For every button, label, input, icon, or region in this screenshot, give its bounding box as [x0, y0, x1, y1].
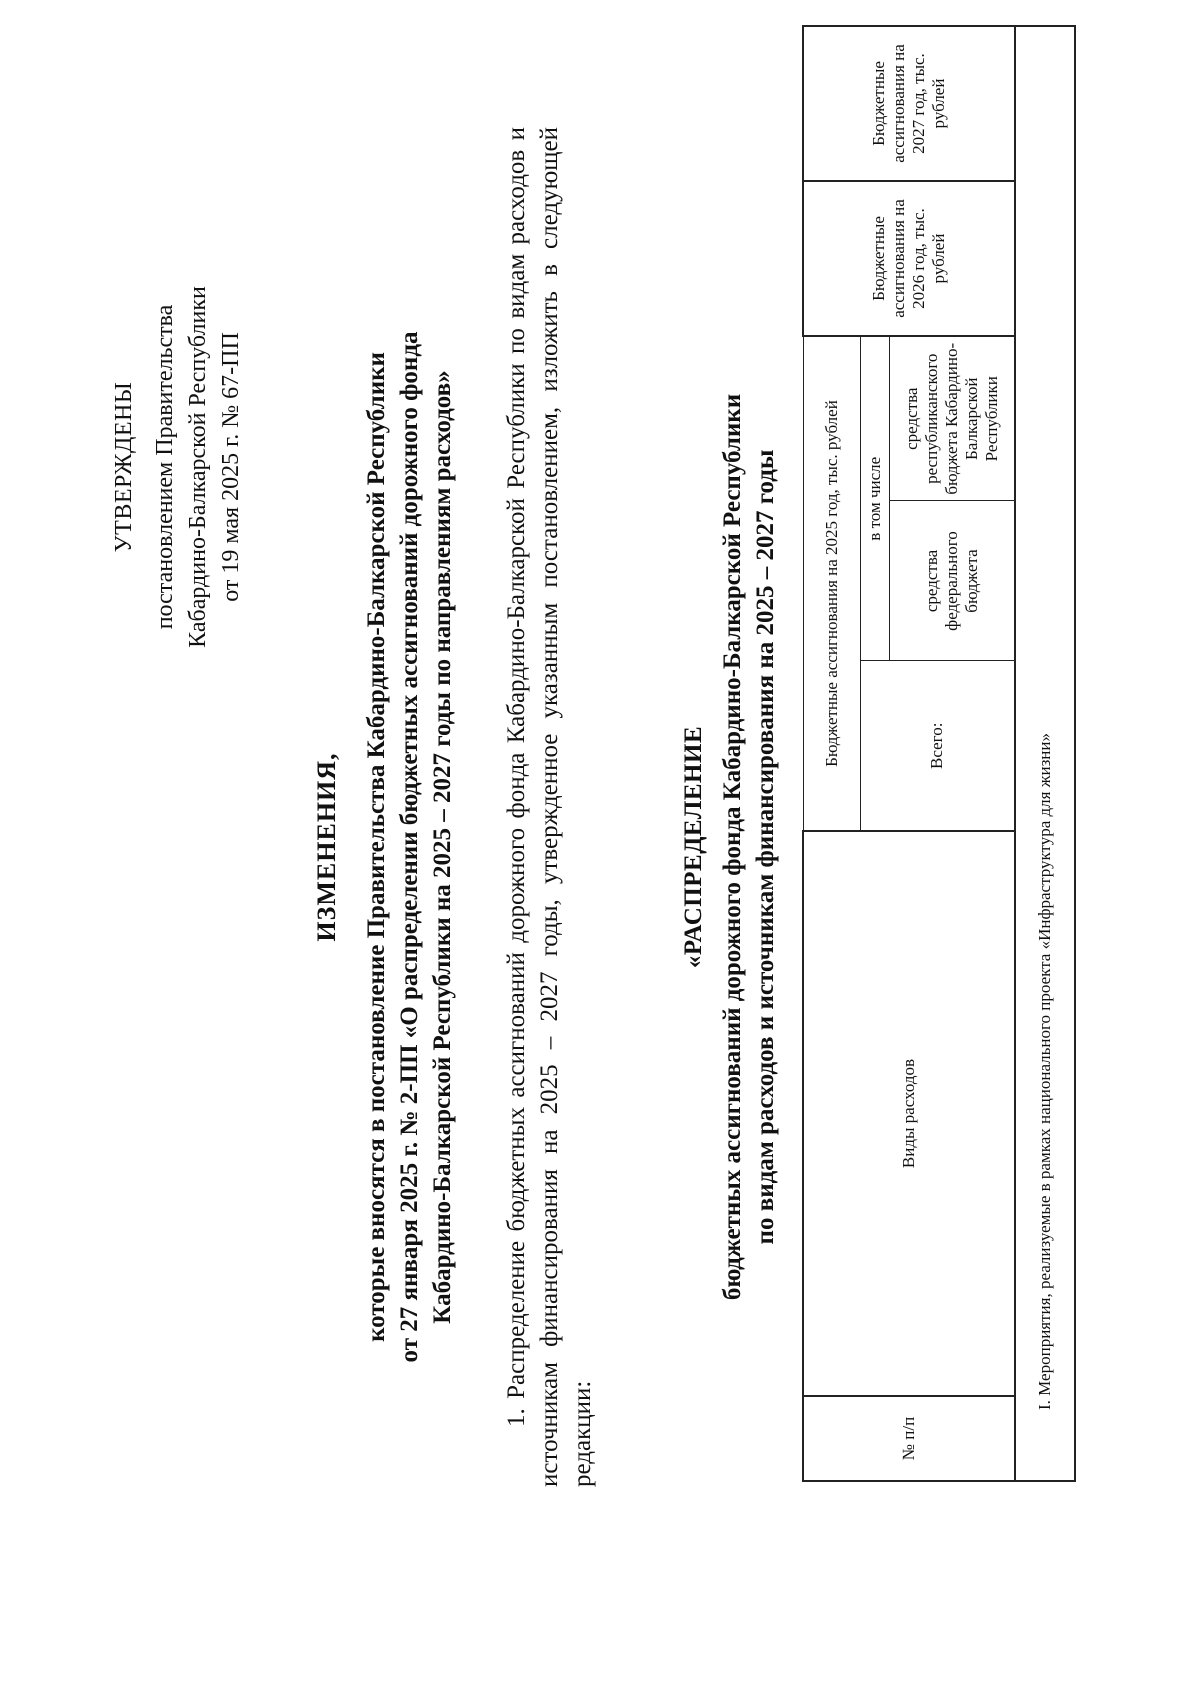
header-federal: средства федерального бюджета	[889, 501, 1015, 661]
approval-line-3: от 19 мая 2025 г. № 67-ПП	[218, 332, 244, 602]
approval-heading: УТВЕРЖДЕНЫ	[111, 381, 137, 553]
changes-line-3: Кабардино-Балкарской Республики на 2025 – 2027 годы по направлениям расходов»	[429, 370, 456, 1324]
changes-line-2: от 27 января 2025 г. № 2-ПП «О распределении бюджетных ассигнований дорожного фонда	[396, 331, 423, 1363]
header-2025: Бюджетные ассигнования на 2025 год, тыс. рублей	[803, 336, 860, 831]
distribution-line-1: бюджетных ассигнований дорожного фонда Кабардино-Балкарской Республики	[719, 393, 746, 1301]
header-expense-types: Виды расходов	[803, 831, 1015, 1396]
distribution-line-2: по видам расходов и источникам финансирования на 2025 – 2027 годы	[752, 449, 779, 1245]
header-republic: средства республиканского бюджета Кабардино-Балкарской Республики	[889, 336, 1015, 501]
distribution-heading-block	[680, 137, 782, 1557]
changes-heading-block	[312, 137, 459, 1557]
distribution-title: «РАСПРЕДЕЛЕНИЕ	[680, 725, 707, 969]
changes-line-1: которые вносятся в постановление Правительства Кабардино-Балкарской Республики	[363, 352, 390, 1342]
header-2026: Бюджетные ассигнования на 2026 год, тыс. рублей	[803, 181, 1015, 336]
body-paragraph: 1. Распределение бюджетных ассигнований дорожного фонда Кабардино-Балкарской Республики по видам расходов и источникам финансирования на 2025 – 2027 годы, утвержденное указанным постановлением, изложить в следующей редакции:	[503, 127, 596, 1487]
header-2027: Бюджетные ассигнования на 2027 год, тыс. рублей	[803, 26, 1015, 181]
approval-block	[108, 207, 248, 727]
approval-line-2: Кабардино-Балкарской Республики	[185, 286, 211, 648]
budget-table	[802, 25, 1076, 1482]
header-including: в том числе	[860, 336, 889, 661]
section-row-1: I. Мероприятия, реализуемые в рамках национального проекта «Инфраструктура для жизни»	[1015, 26, 1075, 1481]
approval-line-1: постановлением Правительства	[152, 304, 178, 630]
changes-title: ИЗМЕНЕНИЯ,	[312, 752, 341, 942]
header-number: № п/п	[803, 1396, 1015, 1481]
header-total: Всего:	[860, 661, 1015, 831]
